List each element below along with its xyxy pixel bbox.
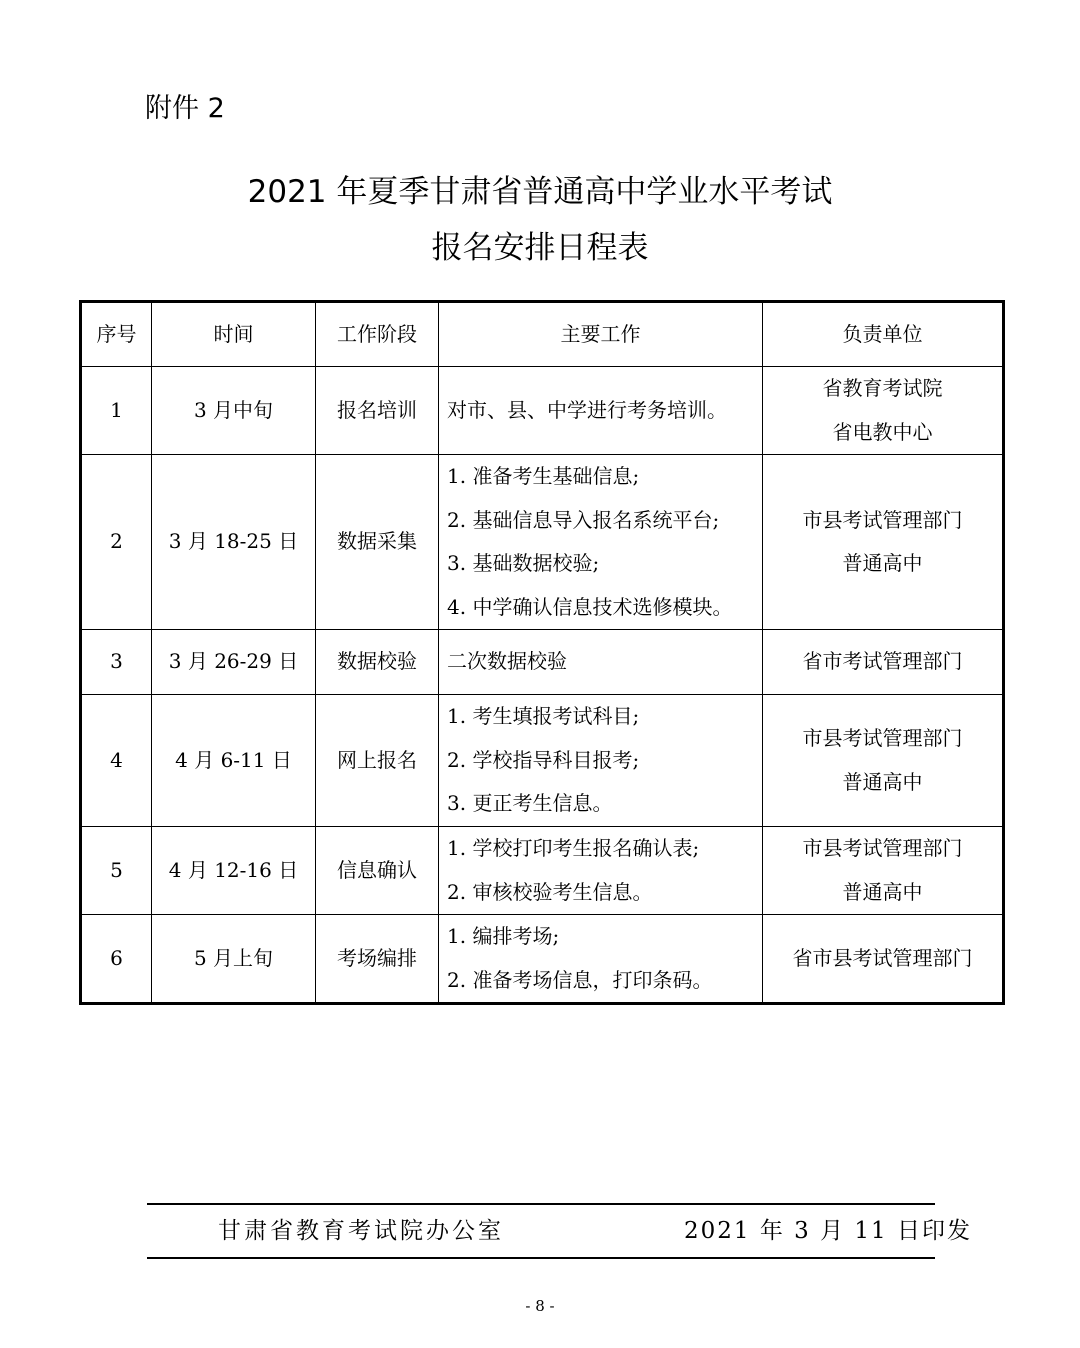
row-work <box>439 915 763 1004</box>
attachment-label: 附件 2 <box>145 93 225 124</box>
table-row <box>81 455 1004 630</box>
row-time: 3 月中旬 <box>152 367 316 455</box>
dept-item: 普通高中 <box>842 879 923 904</box>
work-item: 3. 更正考生信息。 <box>447 791 613 816</box>
row-time: 5 月上旬 <box>152 915 316 1004</box>
header-work: 主要工作 <box>439 302 763 367</box>
row-stage: 网上报名 <box>316 695 439 827</box>
footer-top-rule <box>147 1203 935 1205</box>
header-stage: 工作阶段 <box>316 302 439 367</box>
page-number: - 8 - <box>525 1297 555 1315</box>
row-dept <box>763 695 1004 827</box>
dept-item: 省市考试管理部门 <box>802 649 963 674</box>
table-row <box>81 827 1004 915</box>
table-row <box>81 695 1004 827</box>
document-title-line2: 报名安排日程表 <box>431 230 649 266</box>
table-row <box>81 367 1004 455</box>
row-dept <box>763 630 1004 695</box>
row-dept <box>763 455 1004 630</box>
row-stage: 信息确认 <box>316 827 439 915</box>
row-dept <box>763 827 1004 915</box>
dept-item: 省电教中心 <box>832 419 933 444</box>
table-row <box>81 630 1004 695</box>
row-work <box>439 455 763 630</box>
row-work <box>439 367 763 455</box>
row-time: 3 月 18-25 日 <box>152 455 316 630</box>
row-work <box>439 695 763 827</box>
row-stage: 报名培训 <box>316 367 439 455</box>
dept-item: 普通高中 <box>842 551 923 575</box>
document-title-line1: 2021 年夏季甘肃省普通高中学业水平考试 <box>247 174 833 210</box>
footer-issue-date: 2021 年 3 月 11 日印发 <box>684 1218 972 1244</box>
row-stage: 考场编排 <box>316 915 439 1004</box>
row-no: 3 <box>81 630 152 695</box>
table-row <box>81 915 1004 1004</box>
row-time: 4 月 6-11 日 <box>152 695 316 827</box>
work-item: 1. 考生填报考试科目; <box>447 704 640 729</box>
row-work <box>439 827 763 915</box>
work-item: 4. 中学确认信息技术选修模块。 <box>447 594 733 619</box>
footer-bottom-rule <box>147 1257 935 1259</box>
dept-item: 省市县考试管理部门 <box>792 945 973 970</box>
header-dept: 负责单位 <box>763 302 1004 367</box>
row-dept <box>763 367 1004 455</box>
dept-item: 市县考试管理部门 <box>802 726 963 750</box>
schedule-table <box>79 300 1005 1005</box>
dept-item: 省教育考试院 <box>822 376 943 400</box>
work-item: 3. 基础数据校验; <box>447 551 600 575</box>
table-header-row <box>81 302 1004 367</box>
row-no: 4 <box>81 695 152 827</box>
work-item: 2. 学校指导科目报考; <box>447 747 640 772</box>
row-no: 1 <box>81 367 152 455</box>
work-item: 2. 审核校验考生信息。 <box>447 879 653 904</box>
footer-issuer: 甘肃省教育考试院办公室 <box>218 1218 504 1244</box>
header-no: 序号 <box>81 302 152 367</box>
row-stage: 数据校验 <box>316 630 439 695</box>
work-item: 1. 学校打印考生报名确认表; <box>447 836 700 860</box>
dept-item: 普通高中 <box>842 769 923 794</box>
row-dept <box>763 915 1004 1004</box>
work-item: 对市、县、中学进行考务培训。 <box>447 397 727 422</box>
row-no: 2 <box>81 455 152 630</box>
row-time: 4 月 12-16 日 <box>152 827 316 915</box>
row-work <box>439 630 763 695</box>
work-item: 2. 准备考场信息，打印条码。 <box>447 967 713 992</box>
row-no: 5 <box>81 827 152 915</box>
row-time: 3 月 26-29 日 <box>152 630 316 695</box>
dept-item: 市县考试管理部门 <box>802 836 963 860</box>
header-time: 时间 <box>152 302 316 367</box>
work-item: 2. 基础信息导入报名系统平台; <box>447 507 720 532</box>
dept-item: 市县考试管理部门 <box>802 507 963 532</box>
row-stage: 数据采集 <box>316 455 439 630</box>
work-item: 二次数据校验 <box>447 649 567 674</box>
row-no: 6 <box>81 915 152 1004</box>
work-item: 1. 准备考生基础信息; <box>447 464 640 488</box>
work-item: 1. 编排考场; <box>447 924 560 948</box>
